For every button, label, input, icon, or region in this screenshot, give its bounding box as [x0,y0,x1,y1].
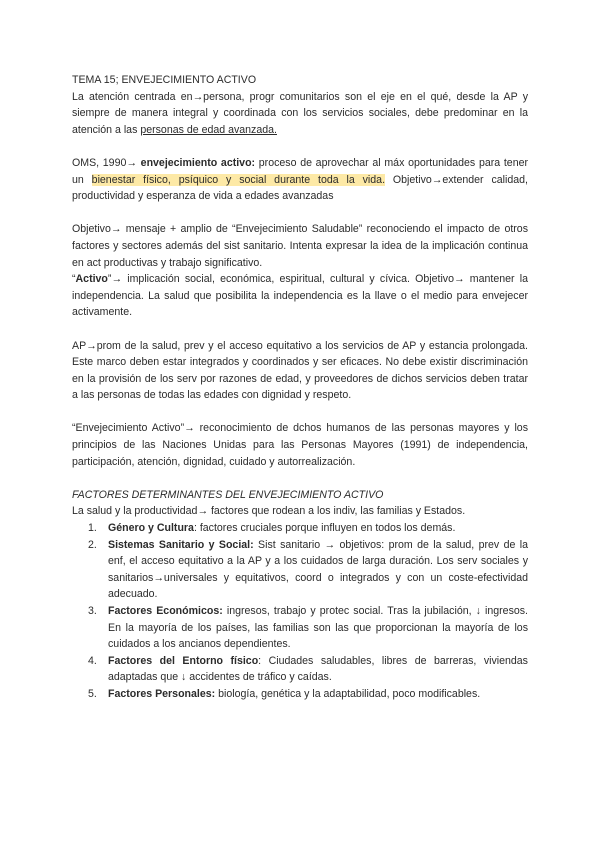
list-term: Factores Personales: [108,687,216,700]
list-term: Género y Cultura [108,522,194,535]
activo-term: Activo [75,273,108,286]
oms-paragraph [72,155,528,205]
intro-underlined: personas de edad avanzada. [140,123,277,136]
intro-text: La atención centrada en→persona, progr comunitarios son el eje en el qué, desde la AP y siempre de manera integral y coordinada con los servicios sociales, debe predominar en la atención a las [72,90,528,136]
list-number: 2. [88,538,97,551]
oms-term: envejecimiento activo: [140,156,256,169]
envejecimiento-activo-paragraph: “Envejecimiento Activo”→ reconocimiento de dchos humanos de las personas mayores y los principios de las Naciones Unidas para las Personas Mayores (1991) de independencia, participación, atención, dignidad, cuidado y autorrealización. [72,422,528,468]
list-item [72,653,528,686]
list-term: Factores del Entorno físico [108,654,259,667]
factores-list [72,520,528,703]
objetivo-paragraph: Objetivo→ mensaje + amplio de “Envejecimiento Saludable” reconociendo el impacto de otros factores y sectores además del sist sanitario. Intenta expresar la idea de la implicación continua en act productivas y trabajo significativo. [72,223,528,269]
activo-text: ”→ implicación social, económica, espiritual, cultural y cívica. Objetivo→ mantener la independencia. La salud que posibilita la independencia es la llave o el medio para envejecer activamente. [72,273,528,319]
list-number: 4. [88,654,97,667]
ap-paragraph: AP→prom de la salud, prev y el acceso equitativo a los servicios de AP y estancia prolongada. Este marco deben estar integrados y coordinados y ser eficaces. No debe existir discriminación en la provisión de los serv por razones de edad, y proveedores de dichos servicios deben tratar a las personas de todas las edades con dignidad y respeto. [72,339,528,402]
list-number: 5. [88,687,97,700]
list-item [72,537,528,603]
list-number: 3. [88,605,97,617]
activo-open-quote: “ [72,273,76,286]
list-text: : factores cruciales porque influyen en todos los demás. [193,522,456,535]
activo-paragraph [72,271,528,321]
factores-intro: La salud y la productividad→ factores que rodean a los indiv, las familias y Estados. [72,505,466,518]
document-title: TEMA 15; ENVEJECIMIENTO ACTIVO [72,74,257,86]
intro-paragraph [72,89,528,139]
oms-text1: proceso de aprovechar al máx oportunidades para tener un [72,156,528,186]
document-page [72,72,528,703]
list-text: ingresos, trabajo y protec social. Tras la jubilación, ↓ ingresos. En la mayoría de los países, las familias son las que proporcionan la mayoría de los cuidados a los ancianos dependientes. [108,605,528,651]
list-item [72,686,528,703]
list-text: : Ciudades saludables, libres de barreras, viviendas adaptadas que ↓ accidentes de tráfico y caídas. [108,654,528,684]
list-term: Factores Económicos: [108,605,223,617]
list-item [72,603,528,653]
list-text: biología, genética y la adaptabilidad, poco modificables. [215,687,481,700]
list-term: Sistemas Sanitario y Social: [108,538,254,551]
oms-text2: Objetivo→extender calidad, productividad y esperanza de vida a edades avanzadas [72,173,528,203]
oms-highlight: bienestar físico, psíquico y social durante toda la vida. [91,173,386,186]
oms-prefix: OMS, 1990→ [72,156,141,169]
list-text: Sist sanitario → objetivos: prom de la salud, prev de la enf, el acceso equitativo a la AP y a los cuidados de larga duración. Los serv sociales y sanitarios→universales y equitativos, coord o integrados y con un coste-efectividad adecuado. [108,538,528,601]
list-number: 1. [88,522,97,535]
list-item [72,520,528,537]
factores-heading: FACTORES DETERMINANTES DEL ENVEJECIMIENTO ACTIVO [72,488,384,501]
